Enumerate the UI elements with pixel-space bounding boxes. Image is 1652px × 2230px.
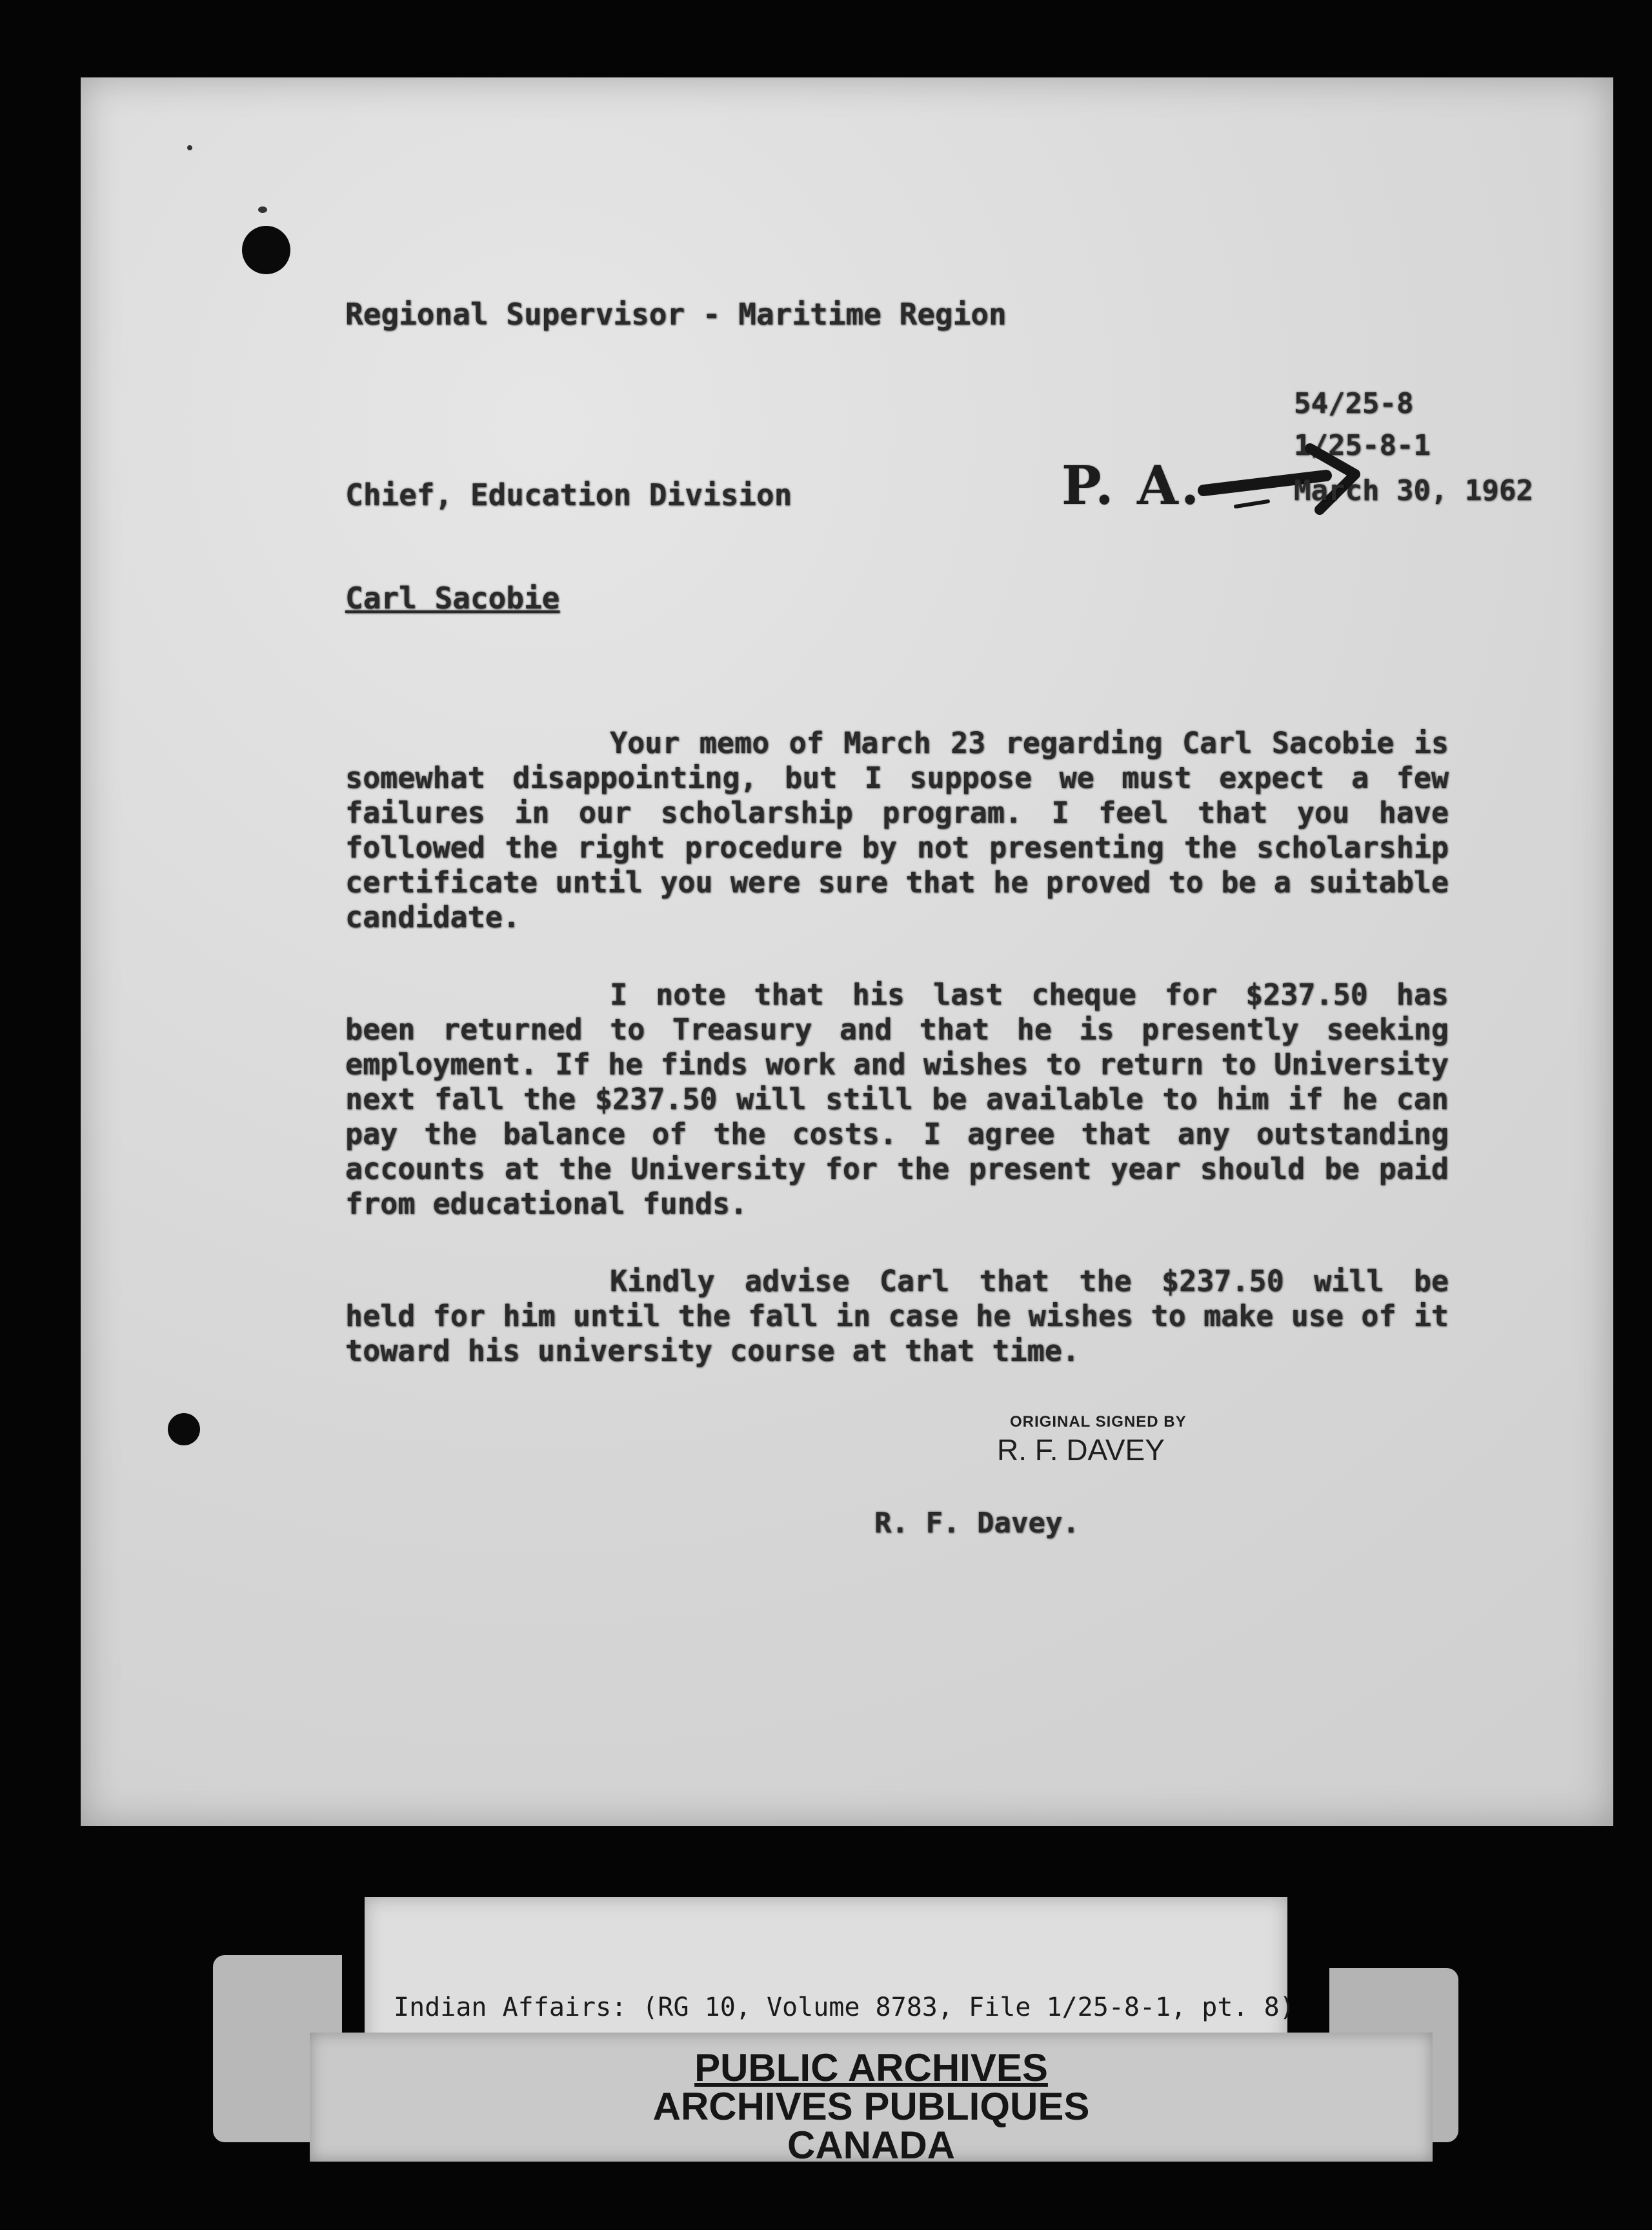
memo-body <box>345 726 1449 1411</box>
archive-citation: Indian Affairs: (RG 10, Volume 8783, File 1/25-8-1, pt. 8) <box>394 1993 1295 2022</box>
body-paragraph: I note that his last cheque for $237.50 has been returned to Treasury and that he is presently seeking employment. If he finds work and wishes to return to University next fall the $237.50 will still be available to him if he can pay the balance of the costs. I agree that any outstanding accounts at the University for the present year should be paid from educational funds. <box>345 978 1449 1221</box>
archive-line-english: PUBLIC ARCHIVES <box>694 2046 1048 2089</box>
signature-stamp-label: ORIGINAL SIGNED BY <box>1010 1413 1187 1431</box>
signature-stamp-name: R. F. DAVEY <box>997 1433 1165 1467</box>
memo-date: March 30, 1962 <box>1294 474 1533 507</box>
memo-from: Chief, Education Division <box>345 477 792 512</box>
memo-subject: Carl Sacobie <box>345 581 560 616</box>
archive-line-country: CANADA <box>787 2124 955 2167</box>
file-reference: 1/25-8-1 <box>1294 429 1431 462</box>
archive-stamp <box>310 2046 1433 2167</box>
speck <box>187 145 192 150</box>
typed-signature: R. F. Davey. <box>874 1507 1080 1540</box>
pa-stamp: P. A. <box>1062 455 1202 517</box>
memo-to: Regional Supervisor - Maritime Region <box>345 297 1007 332</box>
speck <box>258 206 267 213</box>
body-paragraph: Your memo of March 23 regarding Carl Sacobie is somewhat disappointing, but I suppose we must expect a few failures in our scholarship program. I feel that you have followed the right procedure by not presenting the scholarship certificate until you were sure that he proved to be a suitable candidate. <box>345 726 1449 934</box>
file-reference: 54/25-8 <box>1294 387 1414 420</box>
body-paragraph: Kindly advise Carl that the $237.50 will be held for him until the fall in case he wishes to make use of it toward his university course at that time. <box>345 1264 1449 1368</box>
signature-stamp <box>926 1413 1187 1467</box>
memo-page <box>81 77 1613 1826</box>
archive-line-french: ARCHIVES PUBLIQUES <box>652 2085 1090 2128</box>
punch-hole <box>242 226 290 274</box>
punch-hole <box>168 1413 200 1445</box>
